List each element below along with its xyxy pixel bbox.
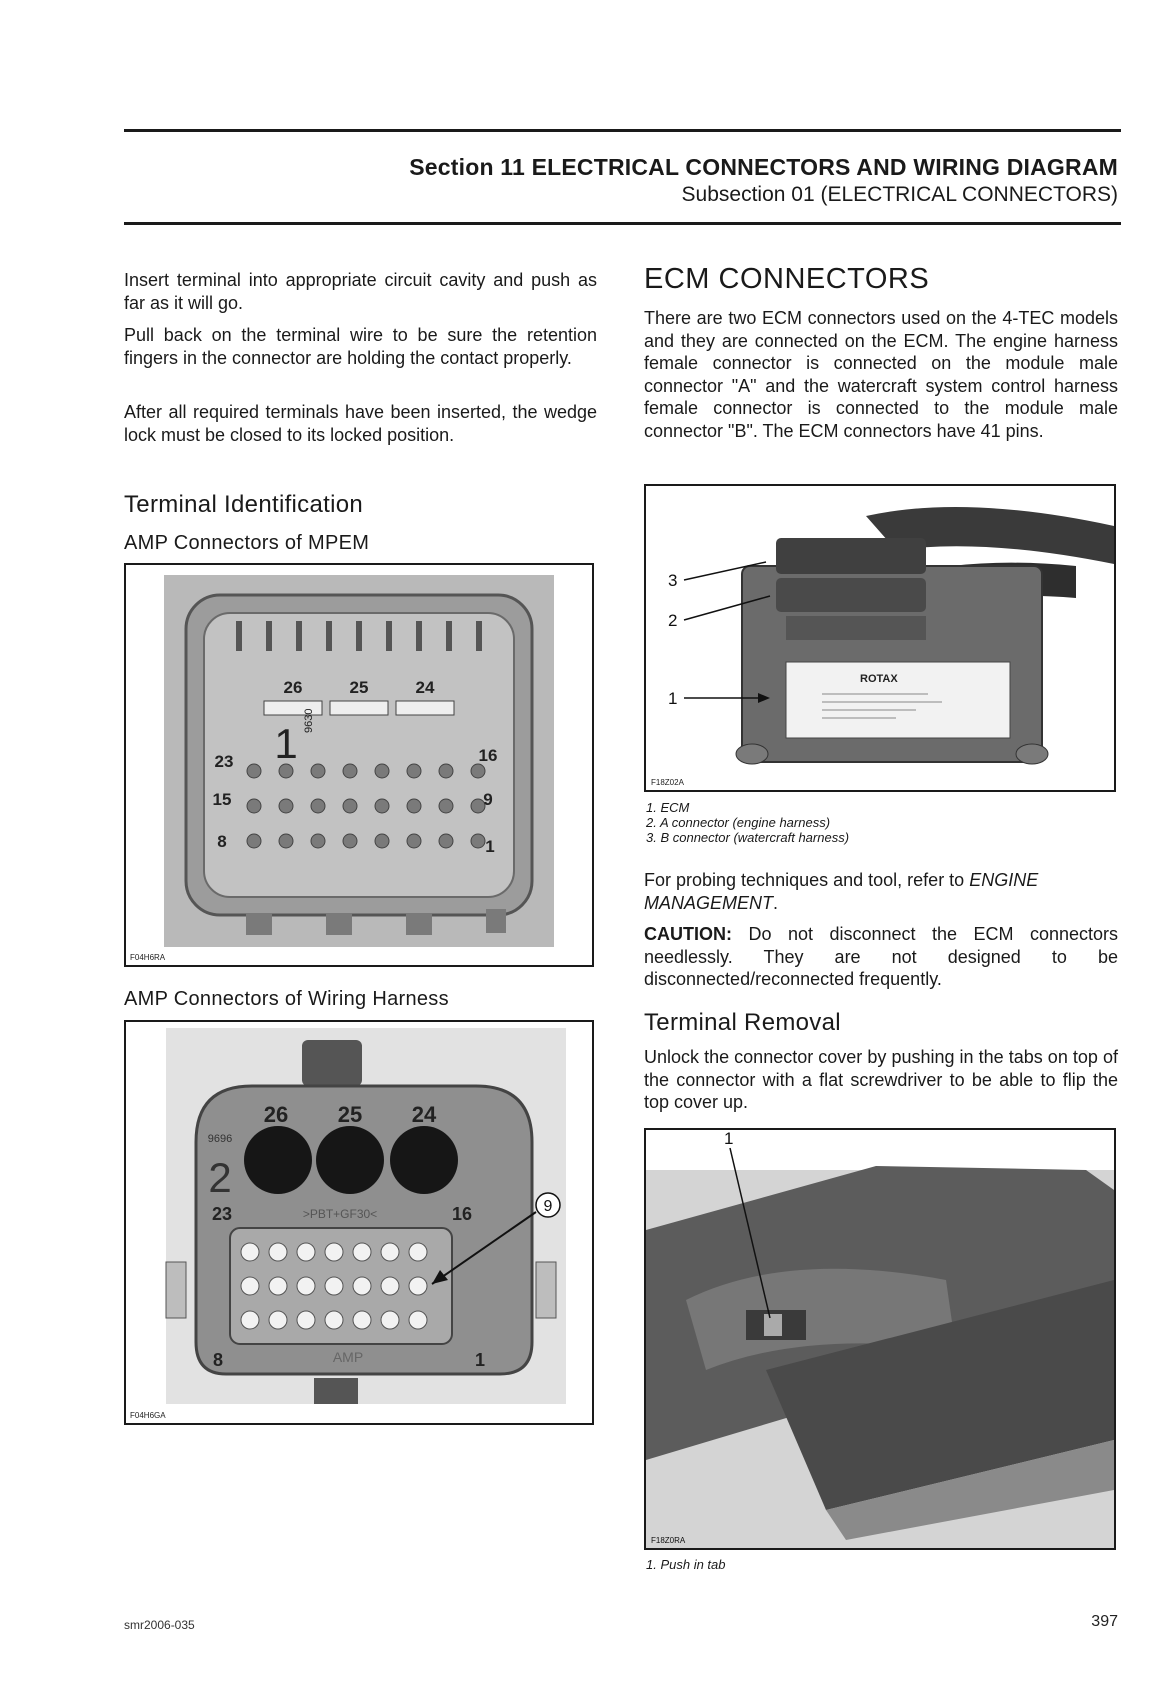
harness-pin-16: 16: [451, 1204, 473, 1224]
paragraph-insert-terminal: Insert terminal into appropriate circuit cavity and push as far as it will go.: [124, 270, 597, 313]
ecm-callout-2: 2: [668, 611, 678, 630]
header-top-rule: [124, 129, 1121, 132]
figure-mpem-connector: [124, 563, 594, 967]
harness-connector-photo: [126, 1022, 592, 1423]
harness-pin-26: 26: [263, 1102, 289, 1127]
harness-material: >PBT+GF30<: [302, 1207, 378, 1221]
caution-text: Do not disconnect the ECM connectors needlessly. They are not designed to be disconnected/reconnected frequently.: [644, 924, 1118, 989]
figure-mpem-code: F04H6RA: [130, 953, 166, 962]
mpem-pin-16: 16: [478, 746, 498, 765]
page-number: 397: [1091, 1613, 1118, 1630]
figure-mpem-caption: AMP Connectors of MPEM: [124, 532, 370, 554]
mpem-pin-8: 8: [217, 832, 227, 851]
push-tab-callout-1: 1: [724, 1130, 734, 1148]
paragraph-terminal-removal: Unlock the connector cover by pushing in the tabs on top of the connector with a flat screwdriver to be able to flip the top cover up.: [644, 1047, 1118, 1112]
ecm-legend-item-2: 2. A connector (engine harness): [646, 815, 831, 830]
mpem-mark: 9630: [303, 708, 315, 733]
mpem-pin-24: 24: [415, 678, 435, 697]
mpem-pin-9: 9: [483, 790, 493, 809]
mpem-pin-25: 25: [349, 678, 369, 697]
mpem-pin-15: 15: [212, 790, 232, 809]
harness-callout-9: 9: [543, 1198, 553, 1215]
subsection-title: Subsection 01 (ELECTRICAL CONNECTORS): [681, 183, 1118, 206]
figure-harness-connector: [124, 1020, 594, 1425]
figure-ecm-code: F18Z02A: [651, 778, 684, 787]
harness-pin-24: 24: [411, 1102, 437, 1127]
terminal-identification-heading: Terminal Identification: [124, 491, 364, 518]
harness-digit: 2: [208, 1154, 232, 1201]
ecm-legend-item-3: 3. B connector (watercraft harness): [646, 830, 850, 845]
paragraph-caution: [644, 923, 1118, 991]
push-in-tab-photo: [646, 1130, 1114, 1548]
ecm-photo: [646, 486, 1114, 790]
mpem-digit: 1: [274, 720, 298, 767]
figure-ecm: [644, 484, 1116, 792]
mpem-pin-1: 1: [485, 837, 495, 856]
paragraph-pull-back: Pull back on the terminal wire to be sure the retention fingers in the connector are holding the contact properly.: [124, 325, 597, 368]
figure-push-in-tab: [644, 1128, 1116, 1550]
harness-pin-25: 25: [337, 1102, 363, 1127]
push-in-tab-legend: 1. Push in tab: [646, 1557, 726, 1572]
paragraph-ecm-connectors: There are two ECM connectors used on the 4-TEC models and they are connected on the ECM. The engine harness female connector is connected on the module male connector "A" and the watercraft system control harness female connector is connected to the module male connector "B". The ECM connectors have 41 pins.: [644, 308, 1118, 441]
harness-pin-23: 23: [211, 1204, 233, 1224]
section-title: Section 11 ELECTRICAL CONNECTORS AND WIRING DIAGRAM: [409, 154, 1118, 180]
ecm-legend: [646, 800, 849, 845]
engine-management-reference: ENGINE MANAGEMENT: [644, 870, 1039, 913]
ecm-label-rotax: ROTAX: [860, 673, 898, 685]
terminal-removal-heading: Terminal Removal: [644, 1009, 841, 1036]
ecm-legend-item-1: 1. ECM: [646, 800, 690, 815]
harness-brand: AMP: [332, 1349, 364, 1365]
probing-text: For probing techniques and tool, refer to: [644, 870, 970, 890]
harness-pin-8: 8: [212, 1350, 224, 1370]
mpem-pin-23: 23: [214, 752, 234, 771]
harness-mark: 9696: [207, 1133, 233, 1145]
ecm-callout-3: 3: [668, 571, 678, 590]
header-bottom-rule: [124, 222, 1121, 225]
mpem-connector-photo: [126, 565, 592, 965]
document-code: smr2006-035: [124, 1618, 195, 1632]
ecm-callout-1: 1: [668, 689, 678, 708]
ecm-connectors-heading: ECM CONNECTORS: [644, 263, 930, 295]
figure-harness-caption: AMP Connectors of Wiring Harness: [124, 988, 449, 1010]
probing-suffix: .: [773, 892, 779, 913]
figure-harness-code: F04H6GA: [130, 1411, 166, 1420]
figure-push-in-tab-code: F18Z0RA: [651, 1536, 686, 1545]
caution-label: CAUTION:: [644, 924, 732, 944]
paragraph-wedge-lock: After all required terminals have been inserted, the wedge lock must be closed to its locked position.: [124, 402, 597, 445]
harness-pin-1: 1: [474, 1350, 486, 1370]
paragraph-probing: [644, 869, 1118, 914]
mpem-pin-26: 26: [283, 678, 303, 697]
